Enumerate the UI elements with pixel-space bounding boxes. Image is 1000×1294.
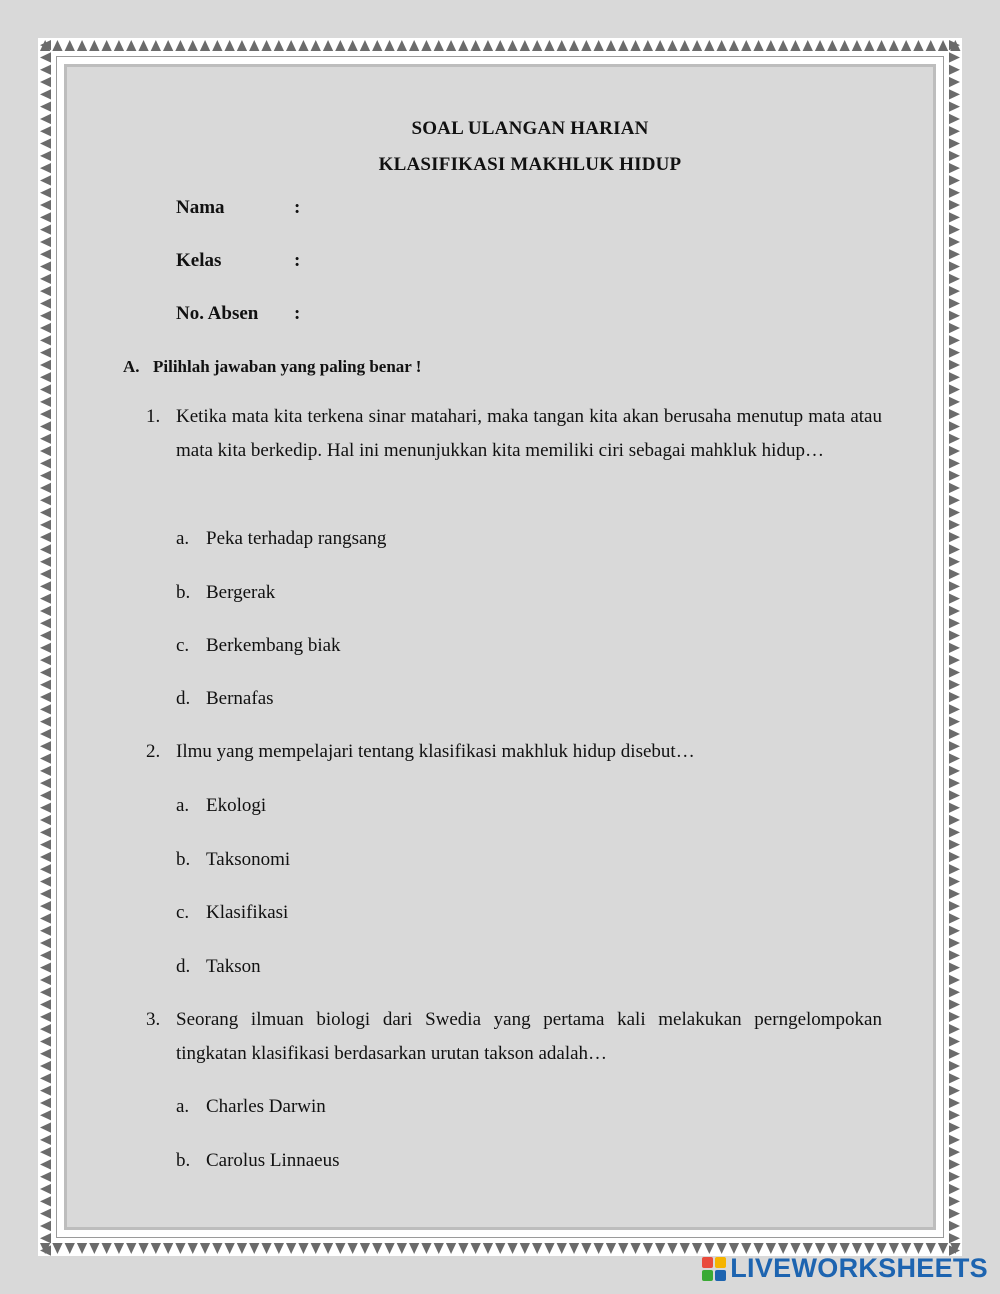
option-text: Takson	[206, 956, 261, 977]
logo-tile-3	[702, 1270, 713, 1281]
section-heading	[123, 357, 421, 377]
option-1c[interactable]	[176, 635, 341, 657]
name-row	[176, 197, 300, 219]
option-letter: a.	[176, 795, 190, 816]
class-colon: :	[294, 250, 301, 271]
class-row	[176, 250, 300, 272]
option-text: Bernafas	[206, 688, 274, 709]
question-number: 3.	[146, 1009, 161, 1030]
option-2d[interactable]	[176, 956, 261, 978]
question-number: 1.	[146, 406, 161, 427]
option-text: Carolus Linnaeus	[206, 1150, 340, 1171]
worksheet-subtitle: KLASIFIKASI MAKHLUK HIDUP	[378, 154, 682, 175]
option-2a[interactable]	[176, 795, 266, 817]
option-text: Klasifikasi	[206, 902, 289, 923]
question-3	[146, 1003, 882, 1071]
logo-tile-1	[702, 1257, 713, 1268]
absen-label: No. Absen	[176, 303, 259, 324]
question-1	[146, 400, 882, 468]
section-instruction: Pilihlah jawaban yang paling benar !	[153, 357, 422, 376]
option-letter: b.	[176, 849, 191, 870]
option-letter: c.	[176, 635, 190, 656]
option-text: Ekologi	[206, 795, 267, 816]
liveworksheets-logo-icon	[702, 1257, 726, 1281]
option-text: Charles Darwin	[206, 1096, 326, 1117]
logo-tile-4	[715, 1270, 726, 1281]
option-letter: a.	[176, 1096, 190, 1117]
option-text: Bergerak	[206, 582, 276, 603]
option-1b[interactable]	[176, 582, 275, 604]
question-text: Ilmu yang mempelajari tentang klasifikasi makhluk hidup disebut…	[176, 741, 695, 762]
name-colon: :	[294, 197, 301, 218]
name-label: Nama	[176, 197, 225, 218]
option-letter: b.	[176, 1150, 191, 1171]
option-letter: c.	[176, 902, 190, 923]
option-2b[interactable]	[176, 849, 290, 871]
option-letter: d.	[176, 956, 191, 977]
option-text: Berkembang biak	[206, 635, 341, 656]
option-letter: b.	[176, 582, 191, 603]
option-text: Peka terhadap rangsang	[206, 528, 387, 549]
class-label: Kelas	[176, 250, 222, 271]
watermark-text: LIVEWORKSHEETS	[730, 1253, 988, 1283]
option-3a[interactable]	[176, 1096, 326, 1118]
logo-tile-2	[715, 1257, 726, 1268]
question-number: 2.	[146, 741, 161, 762]
option-1d[interactable]	[176, 688, 274, 710]
section-letter: A.	[123, 357, 140, 376]
liveworksheets-watermark	[702, 1253, 988, 1284]
absen-row	[176, 303, 300, 325]
option-letter: a.	[176, 528, 190, 549]
question-text: Ketika mata kita terkena sinar matahari, maka tangan kita akan berusaha menutup mata atau mata kita berkedip. Hal ini menunjukkan kita memiliki ciri sebagai mahkluk hidup…	[176, 406, 882, 461]
option-3b[interactable]	[176, 1150, 340, 1172]
question-2	[146, 735, 882, 769]
option-text: Taksonomi	[206, 849, 291, 870]
option-letter: d.	[176, 688, 191, 709]
option-2c[interactable]	[176, 902, 288, 924]
question-text: Seorang ilmuan biologi dari Swedia yang pertama kali melakukan perngelompokan tingkatan klasifikasi berdasarkan urutan takson adalah…	[176, 1009, 882, 1064]
worksheet-title: SOAL ULANGAN HARIAN	[411, 118, 649, 139]
option-1a[interactable]	[176, 528, 386, 550]
absen-colon: :	[294, 303, 301, 324]
